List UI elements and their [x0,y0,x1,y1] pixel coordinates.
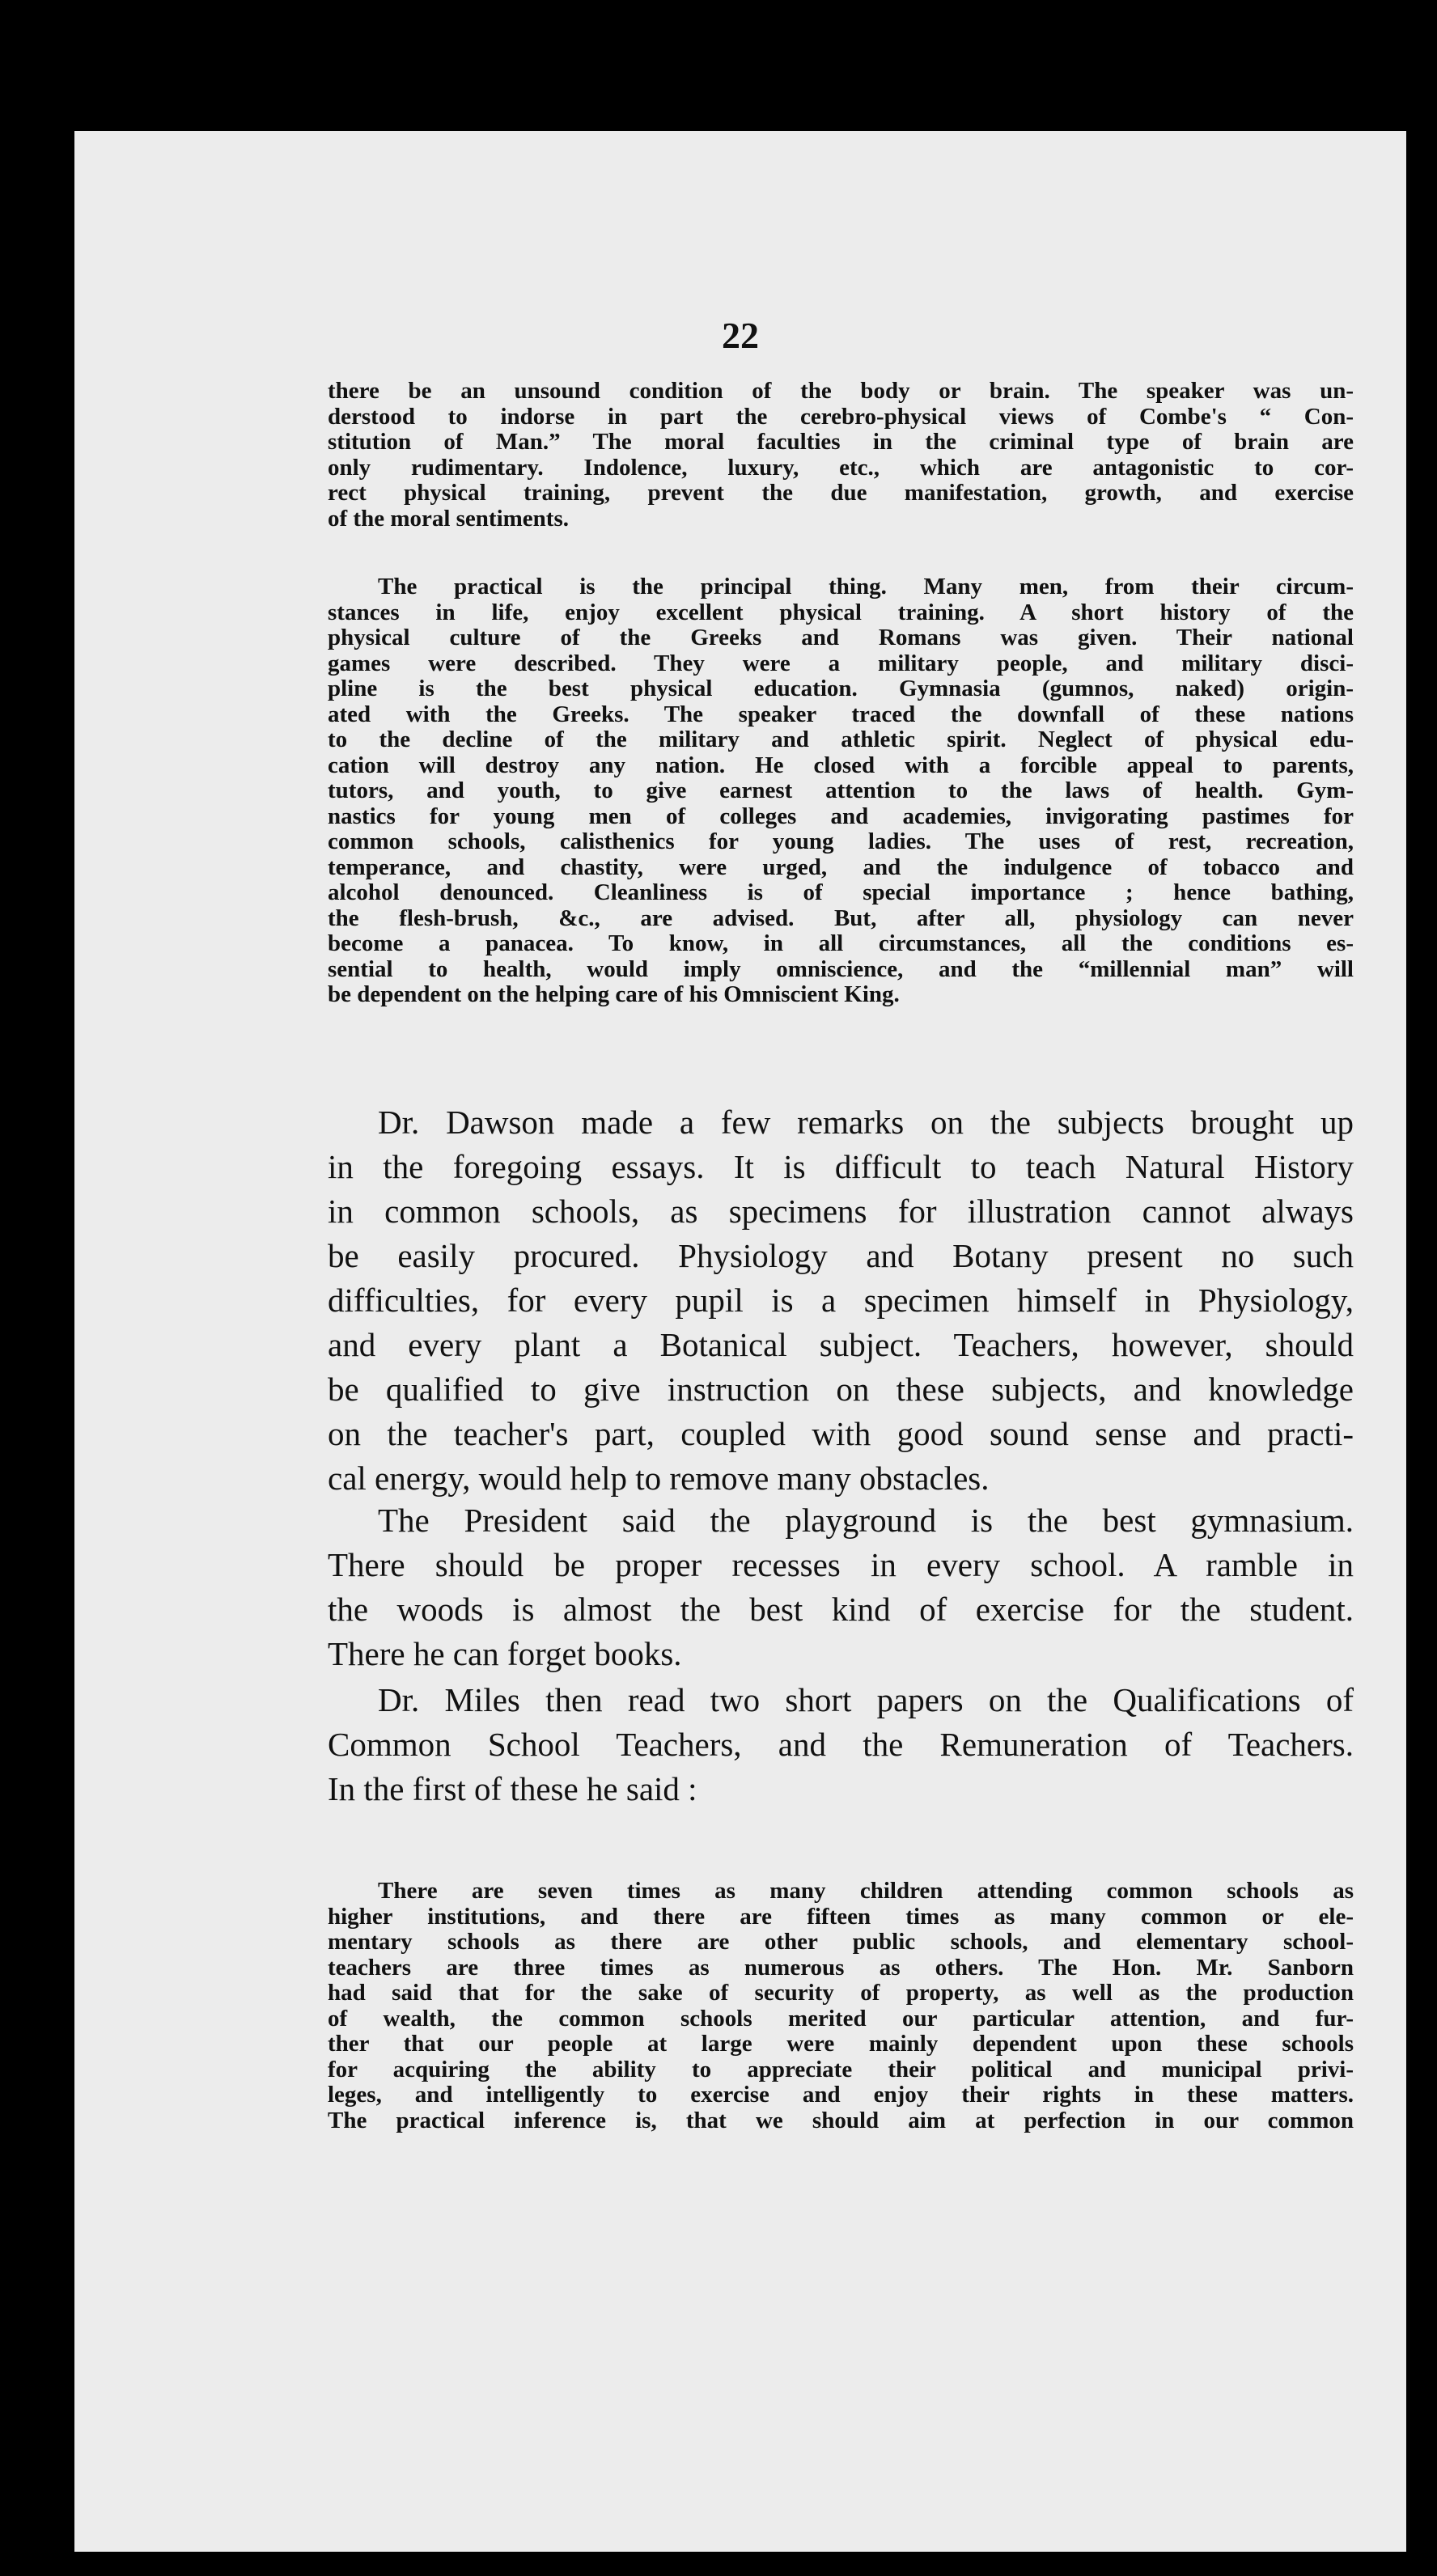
text-line: ated with the Greeks. The speaker traced the downfall of these nations [328,701,1354,727]
text-line: There he can forget books. [328,1635,682,1672]
text-line: on the teacher's part, coupled with good sound sense and practi- [328,1415,1354,1452]
text-line: stitution of Man.” The moral faculties in the criminal type of brain are [328,430,1354,455]
text-line: stances in life, enjoy excellent physical training. A short history of the [328,600,1354,625]
text-line: teachers are three times as numerous as others. The Hon. Mr. Sanborn [328,1955,1354,1981]
text-line: Common School Teachers, and the Remuneration of Teachers. [328,1726,1354,1763]
text-line: become a panacea. To know, in all circumstances, all the conditions es- [328,931,1354,956]
text-line: There are seven times as many children attending common schools as [378,1879,1354,1904]
book-page [74,131,1406,2552]
paragraph-seven-times-children [328,1879,1354,2133]
text-line: rect physical training, prevent the due manifestation, growth, and exercise [328,481,1354,506]
text-line: cal energy, would help to remove many obstacles. [328,1460,990,1497]
text-line: be dependent on the helping care of his Omniscient King. [328,982,900,1007]
paragraph-physical-training-intro [328,379,1354,532]
text-line: The President said the playground is the best gymnasium. [378,1502,1354,1539]
text-line: cation will destroy any nation. He closed with a forcible appeal to parents, [328,752,1354,778]
text-line: derstood to indorse in part the cerebro-physical views of Combe's “ Con- [328,404,1354,430]
text-line: be qualified to give instruction on these subjects, and knowledge [328,1371,1354,1408]
text-line: in the foregoing essays. It is difficult to teach Natural History [328,1148,1354,1185]
text-line: the woods is almost the best kind of exercise for the student. [328,1591,1354,1628]
text-line: The practical inference is, that we should aim at perfection in our common [328,2108,1354,2133]
text-line: and every plant a Botanical subject. Teachers, however, should [328,1326,1354,1363]
text-line: tutors, and youth, to give earnest attention to the laws of health. Gym- [328,778,1354,803]
text-line: there be an unsound condition of the body or brain. The speaker was un- [328,379,1354,404]
text-line: common schools, calisthenics for young ladies. The uses of rest, recreation, [328,829,1354,854]
text-line: mentary schools as there are other public schools, and elementary school- [328,1930,1354,1955]
text-line: to the decline of the military and athletic spirit. Neglect of physical edu- [328,727,1354,752]
text-line: only rudimentary. Indolence, luxury, etc., which are antagonistic to cor- [328,455,1354,481]
text-line: the flesh-brush, &c., are advised. But, after all, physiology can never [328,905,1354,931]
text-line: of the moral sentiments. [328,506,570,532]
text-line: Dr. Miles then read two short papers on the Qualifications of [378,1681,1354,1718]
text-line: Dr. Dawson made a few remarks on the subjects brought up [378,1104,1354,1141]
paragraph-president-remarks [328,1498,1354,1676]
text-line: pline is the best physical education. Gymnasia (gumnos, naked) origin- [328,676,1354,701]
text-line: In the first of these he said : [328,1770,697,1807]
text-line: ther that our people at large were mainly dependent upon these schools [328,2032,1354,2057]
text-line: for acquiring the ability to appreciate their political and municipal privi- [328,2057,1354,2082]
text-line: nastics for young men of colleges and academies, invigorating pastimes for [328,803,1354,829]
text-line: had said that for the sake of security of property, as well as the production [328,1981,1354,2006]
text-line: games were described. They were a military people, and military disci- [328,650,1354,676]
text-line: temperance, and chastity, were urged, and the indulgence of tobacco and [328,854,1354,880]
text-line: There should be proper recesses in every school. A ramble in [328,1546,1354,1583]
text-line: higher institutions, and there are fifteen times as many common or ele- [328,1904,1354,1930]
text-line: leges, and intelligently to exercise and enjoy their rights in these matters. [328,2082,1354,2108]
paragraph-practical-principal-thing [328,574,1354,1008]
text-line: be easily procured. Physiology and Botany present no such [328,1237,1354,1274]
text-line: The practical is the principal thing. Many men, from their circum- [378,574,1354,600]
paragraph-dr-dawson-remarks [328,1100,1354,1501]
page-number: 22 [722,315,759,356]
text-line: in common schools, as specimens for illustration cannot always [328,1193,1354,1230]
text-line: difficulties, for every pupil is a specimen himself in Physiology, [328,1282,1354,1319]
text-line: sential to health, would imply omniscience, and the “millennial man” will [328,956,1354,982]
text-line: alcohol denounced. Cleanliness is of special importance ; hence bathing, [328,880,1354,905]
text-line: physical culture of the Greeks and Romans was given. Their national [328,625,1354,650]
text-line: of wealth, the common schools merited our particular attention, and fur- [328,2006,1354,2032]
paragraph-dr-miles-papers [328,1678,1354,1811]
